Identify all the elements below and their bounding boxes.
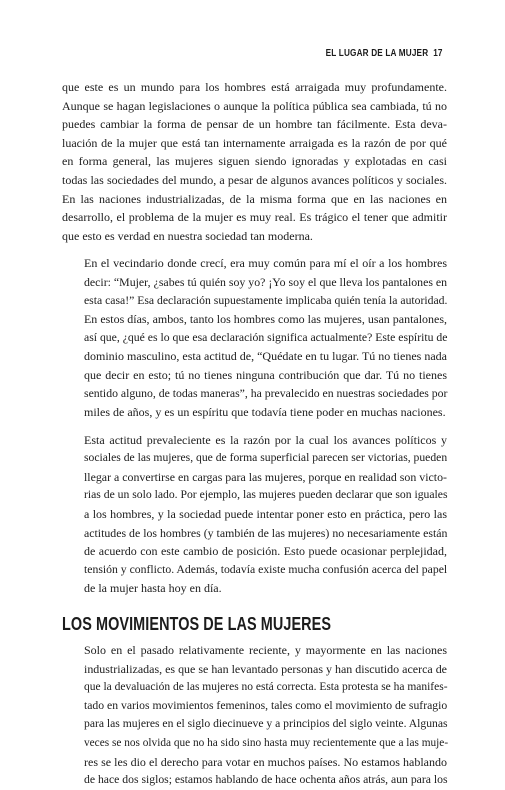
text-line: desarrollo, el problema de la mujer es muy real. Es trágico el tener que admitir [62, 210, 447, 225]
text-line: res se les dio el derecho para votar en muchos países. No estamos hablando [84, 754, 447, 769]
text-line: tensión y conflicto. Además, todavía existe mucha confusión acerca del papel [84, 562, 448, 576]
text-line: luación de la mujer que está tan internamente arraigada es la razón de por qué [62, 135, 447, 150]
text-line: para las mujeres en el siglo diecinueve y a principios del siglo veinte. Algunas [84, 717, 448, 731]
text-line: de hace dos siglos; estamos hablando de hace ochenta años atrás, aun para los [84, 773, 448, 787]
text-line: esta casa!” Esa declaración supuestamente implicaba quién tenía la autoridad. [84, 293, 448, 307]
paragraph-1 [62, 78, 447, 245]
text-line: Solo en el pasado relativamente reciente, y mayormente en las naciones [84, 643, 447, 658]
text-line: puedes cambiar la forma de pensar de un hombre tan fácilmente. Esta deva- [62, 117, 447, 132]
text-line: En las naciones industrializadas, de la misma forma que en las naciones en [62, 191, 447, 206]
text-line: que la devaluación de las mujeres no está correcta. Esta protesta se ha manifes- [84, 681, 448, 694]
page-number: 17 [433, 48, 443, 59]
text-line: rias de un solo lado. Por ejemplo, las mujeres pueden declarar que son iguales [84, 488, 448, 502]
text-line: de la mujer hasta hoy en día. [84, 581, 222, 596]
text-line: Aunque se hagan legislaciones o aunque la política pública sea cambiada, tú no [62, 98, 447, 113]
text-line: actitudes de los hombres (y también de las mujeres) no necesariamente están [84, 525, 448, 540]
text-line: tado en varios movimientos femeninos, tales como el movimiento de sufragio [84, 698, 448, 712]
text-line: En estos días, ambos, tanto los hombres como las mujeres, usan pantalones, [84, 312, 447, 327]
text-line: dominio masculino, esta actitud de, “Quédate en tu lugar. Tú no tienes nada [84, 349, 447, 364]
text-line: a los hombres, y la sociedad puede intentar poner esto en práctica, pero las [84, 507, 447, 522]
text-line: de acuerdo con este cambio de posición. Esto puede ocasionar perplejidad, [84, 544, 447, 559]
text-line: miles de años, y es un espíritu que todavía tiene poder en muchas naciones. [84, 405, 446, 420]
text-line: llegar a convertirse en cargas para las mujeres, porque en realidad son victo- [84, 469, 447, 484]
text-line: decir: “Mujer, ¿sabes tú quién soy yo? ¡Yo soy el que lleva los pantalones en [84, 274, 448, 289]
section-heading: LOS MOVIMIENTOS DE LAS MUJERES [62, 613, 332, 635]
running-header [326, 48, 443, 59]
text-line: sentido alguno, de todas maneras”, ha prevalecido en nuestras sociedades por [84, 386, 448, 400]
text-line: sociales de las mujeres, que de forma superficial parecen ser victorias, pueden [84, 451, 448, 465]
text-line: Esta actitud prevaleciente es la razón por la cual los avances políticos y [84, 432, 447, 447]
text-line: que este es un mundo para los hombres está arraigada muy profundamente. [62, 80, 447, 94]
paragraph-2 [62, 254, 447, 421]
paragraph-4 [62, 641, 447, 790]
running-title: EL LUGAR DE LA MUJER [326, 48, 429, 59]
text-line: En el vecindario donde crecí, era muy común para mí el oír a los hombres [84, 256, 447, 271]
text-line: así que, ¿qué es lo que esa declaración significa actualmente? Este espíritu de [84, 330, 448, 344]
text-line: que decir en esto; tú no tienes ninguna contribución que dar. Tú no tienes [84, 367, 447, 382]
text-line: veces se nos olvida que no ha sido sino hasta muy recientemente que a las muje- [84, 737, 449, 749]
body-text [62, 78, 447, 790]
paragraph-3 [62, 431, 447, 598]
text-line: todas las sociedades del mundo, a pesar de algunos avances políticos y sociales. [62, 172, 447, 187]
text-line: que esto es verdad en nuestra sociedad tan moderna. [62, 228, 313, 243]
text-line: en forma general, las mujeres siguen siendo ignoradas y explotadas en casi [62, 154, 447, 169]
text-line: industrializadas, es que se han levantado personas y han discutido acerca de [84, 661, 447, 676]
